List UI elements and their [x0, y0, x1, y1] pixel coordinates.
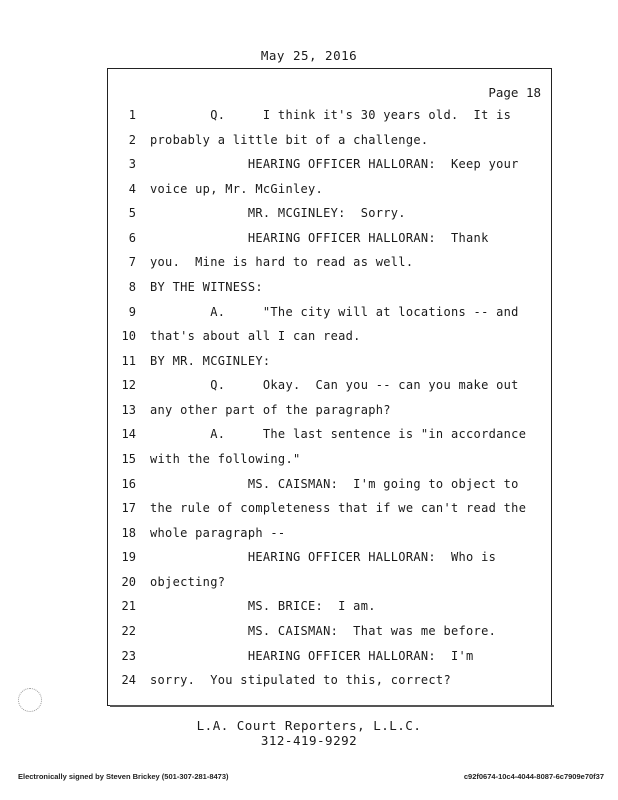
- transcript-line: objecting?: [150, 575, 226, 589]
- line-number: 8: [128, 280, 136, 294]
- page-number: Page 18: [488, 85, 541, 100]
- line-number: 13: [121, 403, 136, 417]
- line-number: 19: [121, 550, 136, 564]
- line-number: 18: [121, 526, 136, 540]
- line-number: 7: [128, 255, 136, 269]
- line-number: 20: [121, 575, 136, 589]
- line-number: 4: [128, 182, 136, 196]
- line-number: 23: [121, 649, 136, 663]
- footer-company: L.A. Court Reporters, L.L.C.: [196, 718, 422, 733]
- line-number: 14: [121, 427, 136, 441]
- transcript-line: you. Mine is hard to read as well.: [150, 255, 414, 269]
- transcript-line: MS. BRICE: I am.: [150, 599, 376, 613]
- transcript-line: HEARING OFFICER HALLORAN: Who is: [150, 550, 497, 564]
- line-number: 6: [128, 231, 136, 245]
- transcript-line: HEARING OFFICER HALLORAN: Keep your: [150, 157, 519, 171]
- transcript-line: Q. I think it's 30 years old. It is: [150, 108, 512, 122]
- line-number: 15: [121, 452, 136, 466]
- transcript-line: MS. CAISMAN: That was me before.: [150, 624, 497, 638]
- document-id: c92f0674-10c4-4044-8087-6c7909e70f37: [463, 772, 604, 781]
- transcript-line: MS. CAISMAN: I'm going to object to: [150, 477, 519, 491]
- scan-mark-icon: [18, 688, 42, 712]
- transcript-line: probably a little bit of a challenge.: [150, 133, 429, 147]
- frame-shadow: [110, 705, 554, 707]
- transcript-line: A. "The city will at locations -- and: [150, 305, 519, 319]
- transcript-line: BY MR. MCGINLEY:: [150, 354, 271, 368]
- line-number: 1: [128, 108, 136, 122]
- line-number: 9: [128, 305, 136, 319]
- line-number: 22: [121, 624, 136, 638]
- transcript-line: that's about all I can read.: [150, 329, 361, 343]
- footer-phone: 312-419-9292: [260, 733, 358, 748]
- line-number: 24: [121, 673, 136, 687]
- line-number: 5: [128, 206, 136, 220]
- line-number: 3: [128, 157, 136, 171]
- transcript-line: MR. MCGINLEY: Sorry.: [150, 206, 406, 220]
- header-date: May 25, 2016: [260, 48, 358, 63]
- transcript-line: BY THE WITNESS:: [150, 280, 263, 294]
- transcript-line: voice up, Mr. McGinley.: [150, 182, 324, 196]
- line-number: 12: [121, 378, 136, 392]
- transcript-line: whole paragraph --: [150, 526, 286, 540]
- transcript-line: Q. Okay. Can you -- can you make out: [150, 378, 519, 392]
- transcript-line: with the following.": [150, 452, 301, 466]
- transcript-line: HEARING OFFICER HALLORAN: Thank: [150, 231, 489, 245]
- line-number: 21: [121, 599, 136, 613]
- transcript-frame: [107, 68, 552, 706]
- line-number: 17: [121, 501, 136, 515]
- transcript-line: sorry. You stipulated to this, correct?: [150, 673, 451, 687]
- electronic-signature: Electronically signed by Steven Brickey (501-307-281-8473): [18, 772, 229, 781]
- transcript-line: any other part of the paragraph?: [150, 403, 391, 417]
- transcript-line: A. The last sentence is "in accordance: [150, 427, 527, 441]
- transcript-line: HEARING OFFICER HALLORAN: I'm: [150, 649, 474, 663]
- line-number: 2: [128, 133, 136, 147]
- line-number: 16: [121, 477, 136, 491]
- line-number: 10: [121, 329, 136, 343]
- line-number: 11: [121, 354, 136, 368]
- transcript-line: the rule of completeness that if we can't read the: [150, 501, 527, 515]
